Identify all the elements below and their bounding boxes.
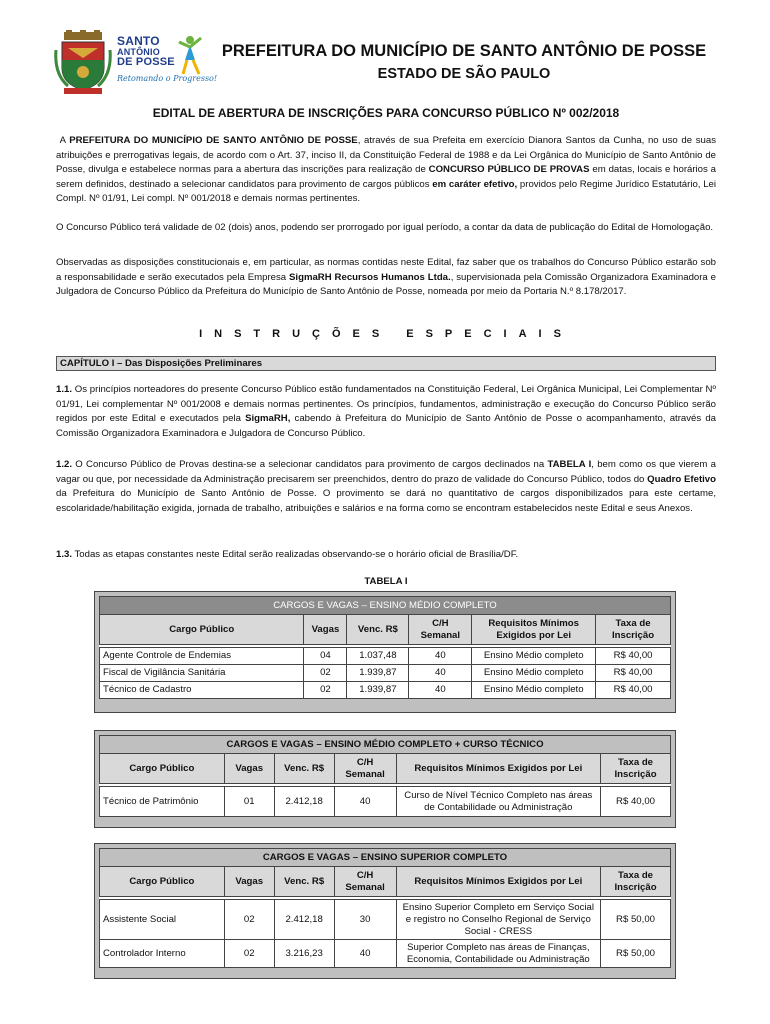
logo-line: DE POSSE	[117, 56, 175, 68]
text-span: Os princípios norteadores do presente Concurso Público estão fundamentados na Constituição Federal, Lei Orgânica Municipal, Lei Complementar Nº 01/91, Lei complementar Nº 001/2008 e demais normas pertinentes. Os princípios, fundamentos, administração e execução do Concurso Público serão regidos por este Edital e executados pela	[56, 384, 716, 425]
intro-paragraph	[56, 134, 716, 207]
responsibility-paragraph	[56, 256, 716, 300]
column-header: C/H Semanal	[334, 867, 396, 897]
table-row	[100, 900, 671, 940]
column-header: Taxa de Inscrição	[601, 867, 671, 897]
table-row	[100, 665, 671, 682]
cell-req: Curso de Nível Técnico Completo nas áreas de Contabilidade ou Administração	[396, 787, 601, 817]
text-span: , bem como os que vierem a vagar ou que, por necessidade da Administração precisarem ser preenchidos, dentro do prazo de validade do Concurso Público, todos do	[56, 459, 716, 485]
cell-taxa: R$ 40,00	[596, 665, 671, 682]
bold-span: CONCURSO PÚBLICO DE PROVAS	[428, 164, 590, 176]
cell-cargo: Controlador Interno	[100, 940, 225, 968]
cell-vagas: 04	[304, 648, 347, 665]
cell-vagas: 01	[224, 787, 274, 817]
section-number: 1.2.	[56, 459, 73, 470]
cell-vagas: 02	[224, 900, 274, 940]
logo-wordmark	[117, 36, 175, 68]
table-row	[100, 648, 671, 665]
section-1-3	[56, 548, 716, 563]
table-caption: CARGOS E VAGAS – ENSINO MÉDIO COMPLETO + CURSO TÉCNICO	[100, 736, 671, 754]
cell-venc: 2.412,18	[274, 787, 334, 817]
cell-venc: 1.037,48	[347, 648, 409, 665]
bold-span: em caráter efetivo,	[432, 178, 518, 190]
cell-req: Superior Completo nas áreas de Finanças, Economia, Contabilidade ou Administração	[396, 940, 600, 968]
special-instructions-heading: INSTRUÇÕES ESPECIAIS	[199, 328, 573, 340]
cell-cargo: Técnico de Patrimônio	[100, 787, 225, 817]
section-number: 1.1.	[56, 384, 73, 395]
municipal-crest-icon	[54, 30, 112, 96]
cell-taxa: R$ 40,00	[596, 682, 671, 699]
column-header: Requisitos Mínimos Exigidos por Lei	[396, 754, 601, 784]
cell-req: Ensino Médio completo	[472, 648, 596, 665]
column-header: Cargo Público	[100, 615, 304, 645]
cell-ch: 30	[334, 900, 396, 940]
column-header: Venc. R$	[347, 615, 409, 645]
jobs-table	[99, 596, 671, 699]
table-caption: CARGOS E VAGAS – ENSINO SUPERIOR COMPLETO	[100, 849, 671, 867]
cell-taxa: R$ 40,00	[601, 787, 671, 817]
section-1-1	[56, 383, 716, 441]
text-span: da Prefeitura do Município de Santo Antônio de Posse. O provimento se dará no quantitativo de cargos disponibilizados para este certame, escolaridade/habilitação exigida, jornada de trabalho, atribuições e salários e na forma como se encontram estabelecidos neste Edital e seus Anexos.	[56, 488, 716, 514]
waving-figure-icon	[175, 34, 205, 78]
cell-vagas: 02	[224, 940, 274, 968]
jobs-table	[99, 848, 671, 968]
column-header: C/H Semanal	[409, 615, 472, 645]
cell-ch: 40	[409, 648, 472, 665]
cell-ch: 40	[409, 682, 472, 699]
column-header: Requisitos Mínimos Exigidos por Lei	[396, 867, 600, 897]
column-header: Vagas	[304, 615, 347, 645]
cell-ch: 40	[409, 665, 472, 682]
column-header: Taxa de Inscrição	[601, 754, 671, 784]
chapter-heading: CAPÍTULO I – Das Disposições Preliminares	[56, 356, 716, 371]
cell-req: Ensino Médio completo	[472, 665, 596, 682]
section-1-2	[56, 458, 716, 516]
text-span: , através de sua Prefeita em exercício Dianora Santos da Cunha, no uso de suas atribuições e prerrogativas legais, de acordo com o Art. 37, inciso II, da Constituição Federal de 1988 e da Lei Orgânica do Município de Santo Antônio de Posse, divulga e estabelece normas para a abertura das inscrições para realização de	[56, 135, 716, 176]
text-span: Observadas as disposições constitucionais e, em particular, as normas contidas neste Edital, faz saber que os trabalhos do Concurso Público estarão sob a responsabilidade e serão executados pela Empresa	[56, 257, 716, 283]
logo-slogan: Retomando o Progresso!	[117, 74, 218, 83]
cell-req: Ensino Médio completo	[472, 682, 596, 699]
bold-span: SigmaRH Recursos Humanos Ltda.	[289, 271, 451, 283]
cell-cargo: Assistente Social	[100, 900, 225, 940]
column-header: Cargo Público	[100, 754, 225, 784]
city-logo	[113, 30, 218, 90]
bold-span: TABELA I	[547, 459, 592, 470]
cell-taxa: R$ 50,00	[601, 940, 671, 968]
text-span: , supervisionada pela Comissão Organizadora Examinadora e Julgadora de Concurso Público da Prefeitura do Município de Santo Antônio de Posse, nomeada por meio da Portaria N.º 8.178/2017.	[56, 271, 716, 298]
validity-paragraph: O Concurso Público terá validade de 02 (dois) anos, podendo ser prorrogado por igual período, a contar da data de publicação do Edital de Homologação.	[56, 222, 714, 233]
logo-line: SANTO	[117, 34, 160, 48]
cell-cargo: Fiscal de Vigilância Sanitária	[100, 665, 304, 682]
header-subtitle: ESTADO DE SÃO PAULO	[377, 66, 551, 82]
table-caption: CARGOS E VAGAS – ENSINO MÉDIO COMPLETO	[100, 597, 671, 615]
cell-cargo: Agente Controle de Endemias	[100, 648, 304, 665]
page-header	[0, 0, 770, 100]
cell-taxa: R$ 50,00	[601, 900, 671, 940]
column-header: Venc. R$	[274, 867, 334, 897]
cell-vagas: 02	[304, 682, 347, 699]
table-label: TABELA I	[364, 576, 408, 587]
cell-venc: 3.216,23	[274, 940, 334, 968]
logo-line: ANTÔNIO	[117, 47, 160, 57]
text-span: A	[59, 135, 70, 146]
bold-span: Quadro Efetivo	[647, 473, 716, 485]
bold-span: PREFEITURA DO MUNICÍPIO DE SANTO ANTÔNIO DE POSSE	[69, 135, 358, 146]
cell-vagas: 02	[304, 665, 347, 682]
column-header: Vagas	[224, 754, 274, 784]
column-header: Vagas	[224, 867, 274, 897]
jobs-table	[99, 735, 671, 817]
text-span: O Concurso Público de Provas destina-se a selecionar candidatos para provimento de cargos declinados na	[72, 459, 548, 470]
text-span: Todas as etapas constantes neste Edital serão realizadas observando-se o horário oficial de Brasília/DF.	[72, 549, 519, 560]
cell-req: Ensino Superior Completo em Serviço Social e registro no Conselho Regional de Serviço Social - CRESS	[396, 900, 600, 940]
table-row	[100, 682, 671, 699]
text-span: em datas, locais e horários a serem definidos, destinado a selecionar candidatos para provimento de cargos públicos	[56, 164, 717, 190]
column-header: C/H Semanal	[334, 754, 396, 784]
cell-cargo: Técnico de Cadastro	[100, 682, 304, 699]
section-number: 1.3.	[56, 549, 73, 560]
column-header: Venc. R$	[274, 754, 334, 784]
table-row	[100, 787, 671, 817]
cell-venc: 1.939,87	[347, 682, 409, 699]
table-ensino-superior	[94, 843, 676, 979]
table-ensino-medio	[94, 591, 676, 713]
cell-venc: 2.412,18	[274, 900, 334, 940]
bold-span: SigmaRH,	[245, 413, 291, 425]
cell-ch: 40	[334, 940, 396, 968]
cell-taxa: R$ 40,00	[596, 648, 671, 665]
column-header: Taxa de Inscrição	[596, 615, 671, 645]
column-header: Cargo Público	[100, 867, 225, 897]
cell-venc: 1.939,87	[347, 665, 409, 682]
cell-ch: 40	[334, 787, 396, 817]
text-span: cabendo à Prefeitura do Município de Santo Antônio de Posse o acompanhamento, através da Comissão Organizadora Examinadora e Julgadora de Concurso Público.	[56, 413, 716, 439]
header-title: PREFEITURA DO MUNICÍPIO DE SANTO ANTÔNIO DE POSSE	[221, 42, 707, 60]
text-span: providos pelo Regime Jurídico Estatutário, Lei Compl. Nº 01/91, Lei compl. Nº 001/2018 e demais normas pertinentes.	[56, 178, 716, 205]
table-ensino-medio-tecnico	[94, 730, 676, 828]
column-header: Requisitos Mínimos Exigidos por Lei	[472, 615, 596, 645]
document-title: EDITAL DE ABERTURA DE INSCRIÇÕES PARA CONCURSO PÚBLICO Nº 002/2018	[152, 106, 620, 120]
table-row	[100, 940, 671, 968]
